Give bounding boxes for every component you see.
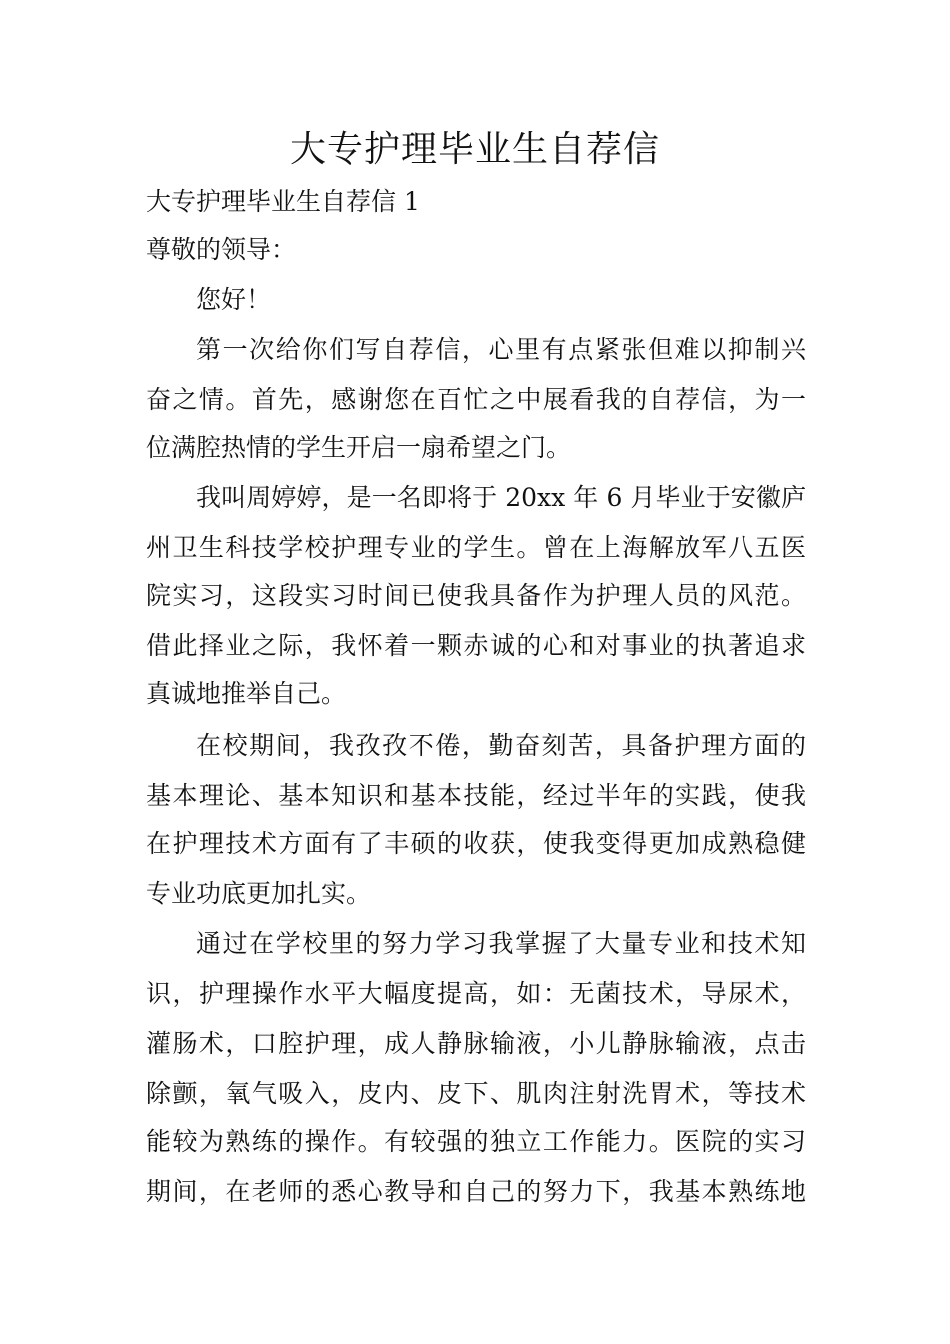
greeting: 您好！ <box>196 285 272 314</box>
body-line: 在护理技术方面有了丰硕的收获，使我变得更加成熟稳健 <box>146 829 806 858</box>
body-line: 专业功底更加扎实。 <box>146 879 372 908</box>
body-line: 借此择业之际，我怀着一颗赤诚的心和对事业的执著追求 <box>146 631 806 660</box>
body-line: 除颤，氧气吸入，皮内、皮下、肌肉注射洗胃术，等技术 <box>146 1079 806 1108</box>
body-line: 我叫周婷婷，是一名即将于 20xx 年 6 月毕业于安徽庐 <box>196 483 806 512</box>
body-line: 期间，在老师的悉心教导和自己的努力下，我基本熟练地 <box>146 1177 806 1206</box>
body-line: 第一次给你们写自荐信，心里有点紧张但难以抑制兴 <box>196 335 806 364</box>
body-line: 基本理论、基本知识和基本技能，经过半年的实践，使我 <box>146 781 806 810</box>
body-line: 能较为熟练的操作。有较强的独立工作能力。医院的实习 <box>146 1127 806 1156</box>
body-line: 灌肠术，口腔护理，成人静脉输液，小儿静脉输液，点击 <box>146 1029 806 1058</box>
body-line: 院实习，这段实习时间已使我具备作为护理人员的风范。 <box>146 581 806 610</box>
body-line: 在校期间，我孜孜不倦，勤奋刻苦，具备护理方面的 <box>196 731 806 760</box>
body-line: 通过在学校里的努力学习我掌握了大量专业和技术知 <box>196 929 806 958</box>
body-line: 奋之情。首先，感谢您在百忙之中展看我的自荐信，为一 <box>146 385 806 414</box>
body-line: 位满腔热情的学生开启一扇希望之门。 <box>146 433 572 462</box>
body-line: 真诚地推举自己。 <box>146 679 347 708</box>
body-line: 识，护理操作水平大幅度提高，如：无菌技术，导尿术， <box>146 979 806 1008</box>
document-title: 大专护理毕业生自荐信 <box>289 129 660 170</box>
salutation: 尊敬的领导： <box>146 235 297 264</box>
letter-heading: 大专护理毕业生自荐信 1 <box>146 187 420 216</box>
body-line: 州卫生科技学校护理专业的学生。曾在上海解放军八五医 <box>146 533 806 562</box>
